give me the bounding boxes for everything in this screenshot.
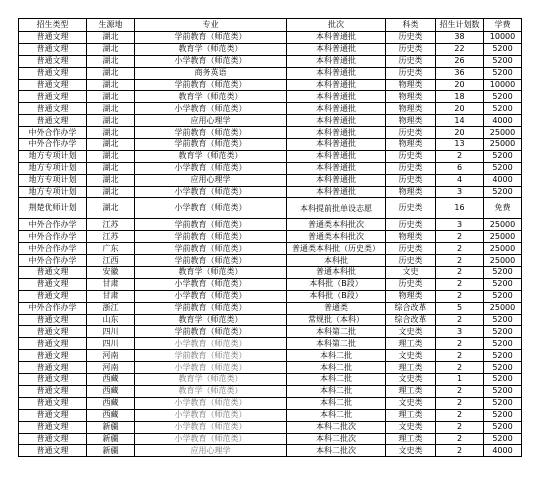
- cell-plan-count: 18: [436, 91, 484, 103]
- cell-tuition: 25000: [484, 255, 522, 267]
- cell-batch: 本科普通批: [287, 32, 386, 44]
- cell-batch: 本科二批: [287, 397, 386, 409]
- cell-batch: 常规批（本科）: [287, 314, 386, 326]
- cell-major: 教育学（师范类）: [135, 150, 287, 162]
- cell-plan-count: 2: [436, 350, 484, 362]
- cell-tuition: 5200: [484, 421, 522, 433]
- admissions-quota-table: [18, 18, 522, 457]
- cell-batch: 本科普通批: [287, 115, 386, 127]
- header-row: [19, 19, 522, 32]
- cell-batch: 本科二批: [287, 374, 386, 386]
- cell-origin: 浙江: [87, 302, 135, 314]
- cell-plan-count: 22: [436, 43, 484, 55]
- cell-subject: 物理类: [386, 139, 436, 151]
- cell-origin: 湖北: [87, 139, 135, 151]
- cell-admission-type: 普通文理: [19, 290, 87, 302]
- cell-batch: 本科普通批: [287, 162, 386, 174]
- cell-tuition: 5200: [484, 374, 522, 386]
- table-row: [19, 55, 522, 67]
- cell-batch: 普通类本科批次: [287, 219, 386, 231]
- cell-admission-type: 普通文理: [19, 314, 87, 326]
- table-row: [19, 79, 522, 91]
- cell-plan-count: 2: [436, 338, 484, 350]
- cell-subject: 历史类: [386, 255, 436, 267]
- cell-admission-type: 普通文理: [19, 338, 87, 350]
- cell-plan-count: 2: [436, 421, 484, 433]
- cell-admission-type: 普通文理: [19, 91, 87, 103]
- table-row: [19, 162, 522, 174]
- cell-plan-count: 2: [436, 267, 484, 279]
- cell-batch: 本科第二批: [287, 326, 386, 338]
- cell-major: 小学教育（师范类）: [135, 421, 287, 433]
- cell-major: 教育学（师范类）: [135, 385, 287, 397]
- cell-batch: 本科二批次: [287, 433, 386, 445]
- cell-tuition: 25000: [484, 219, 522, 231]
- table-row: [19, 374, 522, 386]
- cell-major: 学前教育（师范类）: [135, 302, 287, 314]
- cell-origin: 湖北: [87, 162, 135, 174]
- cell-tuition: 25000: [484, 302, 522, 314]
- cell-batch: 本科二批: [287, 385, 386, 397]
- table-row: [19, 174, 522, 186]
- cell-batch: 普通本科批: [287, 267, 386, 279]
- cell-plan-count: 4: [436, 174, 484, 186]
- cell-plan-count: 2: [436, 433, 484, 445]
- cell-origin: 新疆: [87, 421, 135, 433]
- cell-admission-type: 中外合作办学: [19, 231, 87, 243]
- cell-origin: 四川: [87, 326, 135, 338]
- cell-origin: 江苏: [87, 219, 135, 231]
- cell-origin: 新疆: [87, 433, 135, 445]
- cell-subject: 综合改革: [386, 314, 436, 326]
- cell-tuition: 5200: [484, 150, 522, 162]
- cell-batch: 本科普通批: [287, 55, 386, 67]
- cell-plan-count: 13: [436, 139, 484, 151]
- cell-admission-type: 普通文理: [19, 267, 87, 279]
- cell-batch: 本科二批次: [287, 445, 386, 457]
- cell-tuition: 5200: [484, 326, 522, 338]
- cell-major: 小学教育（师范类）: [135, 409, 287, 421]
- cell-major: 学前教育（师范类）: [135, 127, 287, 139]
- cell-admission-type: 中外合作办学: [19, 243, 87, 255]
- cell-tuition: 5200: [484, 67, 522, 79]
- cell-tuition: 5200: [484, 43, 522, 55]
- header-subject: 科类: [386, 19, 436, 32]
- cell-subject: 理工类: [386, 385, 436, 397]
- cell-batch: 本科二批: [287, 409, 386, 421]
- table-row: [19, 255, 522, 267]
- cell-plan-count: 6: [436, 162, 484, 174]
- table-row: [19, 150, 522, 162]
- cell-subject: 物理类: [386, 91, 436, 103]
- cell-subject: 文史类: [386, 350, 436, 362]
- cell-major: 学前教育（师范类）: [135, 255, 287, 267]
- cell-subject: 历史类: [386, 43, 436, 55]
- cell-origin: 湖北: [87, 79, 135, 91]
- cell-subject: 历史类: [386, 55, 436, 67]
- cell-tuition: 免费: [484, 198, 522, 219]
- cell-tuition: 5200: [484, 314, 522, 326]
- cell-plan-count: 20: [436, 103, 484, 115]
- cell-major: 小学教育（师范类）: [135, 55, 287, 67]
- cell-batch: 本科批（B段）: [287, 278, 386, 290]
- cell-plan-count: 2: [436, 278, 484, 290]
- cell-origin: 湖北: [87, 91, 135, 103]
- cell-subject: 文史类: [386, 421, 436, 433]
- cell-tuition: 5200: [484, 278, 522, 290]
- cell-origin: 湖北: [87, 43, 135, 55]
- cell-batch: 本科二批: [287, 350, 386, 362]
- table-row: [19, 433, 522, 445]
- cell-batch: 本科普通批: [287, 127, 386, 139]
- cell-batch: 本科普通批: [287, 139, 386, 151]
- cell-tuition: 10000: [484, 32, 522, 44]
- cell-major: 小学教育（师范类）: [135, 186, 287, 198]
- cell-tuition: 10000: [484, 79, 522, 91]
- table-row: [19, 43, 522, 55]
- table-row: [19, 314, 522, 326]
- cell-subject: 综合改革: [386, 302, 436, 314]
- cell-tuition: 5200: [484, 350, 522, 362]
- cell-tuition: 25000: [484, 139, 522, 151]
- cell-plan-count: 5: [436, 302, 484, 314]
- table-row: [19, 127, 522, 139]
- cell-batch: 本科提前批单设志愿: [287, 198, 386, 219]
- cell-origin: 江苏: [87, 231, 135, 243]
- table-row: [19, 198, 522, 219]
- cell-subject: 历史类: [386, 243, 436, 255]
- header-batch: 批次: [287, 19, 386, 32]
- cell-tuition: 5200: [484, 290, 522, 302]
- cell-admission-type: 中外合作办学: [19, 302, 87, 314]
- table-row: [19, 186, 522, 198]
- cell-major: 商务英语: [135, 67, 287, 79]
- cell-plan-count: 2: [436, 255, 484, 267]
- cell-origin: 湖北: [87, 55, 135, 67]
- cell-major: 小学教育（师范类）: [135, 198, 287, 219]
- header-plan-count: 招生计划数: [436, 19, 484, 32]
- table-row: [19, 115, 522, 127]
- cell-admission-type: 普通文理: [19, 385, 87, 397]
- cell-batch: 普通类: [287, 302, 386, 314]
- cell-plan-count: 2: [436, 243, 484, 255]
- cell-tuition: 25000: [484, 127, 522, 139]
- table-row: [19, 445, 522, 457]
- cell-origin: 安徽: [87, 267, 135, 279]
- table-row: [19, 91, 522, 103]
- cell-origin: 甘肃: [87, 278, 135, 290]
- table-row: [19, 326, 522, 338]
- cell-admission-type: 普通文理: [19, 350, 87, 362]
- cell-major: 学前教育（师范类）: [135, 219, 287, 231]
- cell-plan-count: 3: [436, 219, 484, 231]
- cell-batch: 本科二批次: [287, 421, 386, 433]
- cell-batch: 本科普通批: [287, 91, 386, 103]
- cell-admission-type: 普通文理: [19, 445, 87, 457]
- cell-tuition: 5200: [484, 397, 522, 409]
- cell-origin: 湖北: [87, 186, 135, 198]
- cell-major: 教育学（师范类）: [135, 91, 287, 103]
- table-row: [19, 421, 522, 433]
- cell-subject: 历史类: [386, 127, 436, 139]
- cell-major: 小学教育（师范类）: [135, 433, 287, 445]
- cell-subject: 物理类: [386, 79, 436, 91]
- cell-subject: 文史类: [386, 326, 436, 338]
- header-major: 专业: [135, 19, 287, 32]
- cell-tuition: 5200: [484, 103, 522, 115]
- cell-subject: 物理类: [386, 231, 436, 243]
- cell-batch: 本科普通批: [287, 186, 386, 198]
- cell-origin: 山东: [87, 314, 135, 326]
- cell-admission-type: 中外合作办学: [19, 255, 87, 267]
- cell-tuition: 4000: [484, 174, 522, 186]
- cell-origin: 湖北: [87, 150, 135, 162]
- cell-origin: 湖北: [87, 198, 135, 219]
- cell-admission-type: 普通文理: [19, 115, 87, 127]
- cell-major: 学前教育（师范类）: [135, 79, 287, 91]
- table-row: [19, 350, 522, 362]
- cell-origin: 湖北: [87, 115, 135, 127]
- cell-origin: 湖北: [87, 103, 135, 115]
- cell-subject: 理工类: [386, 433, 436, 445]
- cell-batch: 本科批（B段）: [287, 290, 386, 302]
- cell-subject: 历史类: [386, 174, 436, 186]
- cell-major: 教育学（师范类）: [135, 314, 287, 326]
- cell-tuition: 5200: [484, 409, 522, 421]
- cell-origin: 河南: [87, 350, 135, 362]
- cell-subject: 理工类: [386, 338, 436, 350]
- cell-major: 学前教育（师范类）: [135, 243, 287, 255]
- cell-tuition: 5200: [484, 433, 522, 445]
- table-header: [19, 19, 522, 32]
- table-row: [19, 302, 522, 314]
- cell-origin: 广东: [87, 243, 135, 255]
- table-row: [19, 362, 522, 374]
- header-admission-type: 招生类型: [19, 19, 87, 32]
- cell-origin: 甘肃: [87, 290, 135, 302]
- cell-major: 小学教育（师范类）: [135, 290, 287, 302]
- cell-batch: 普通类本科批次: [287, 231, 386, 243]
- cell-admission-type: 普通文理: [19, 67, 87, 79]
- cell-tuition: 4000: [484, 445, 522, 457]
- table-body: [19, 32, 522, 457]
- cell-admission-type: 荆楚优师计划: [19, 198, 87, 219]
- cell-subject: 理工类: [386, 409, 436, 421]
- table-row: [19, 290, 522, 302]
- table-row: [19, 267, 522, 279]
- cell-plan-count: 2: [436, 231, 484, 243]
- cell-origin: 西藏: [87, 409, 135, 421]
- cell-subject: 历史类: [386, 67, 436, 79]
- cell-major: 学前教育（师范类）: [135, 139, 287, 151]
- cell-origin: 西藏: [87, 385, 135, 397]
- cell-major: 小学教育（师范类）: [135, 162, 287, 174]
- cell-origin: 新疆: [87, 445, 135, 457]
- cell-major: 小学教育（师范类）: [135, 397, 287, 409]
- cell-subject: 文史: [386, 267, 436, 279]
- cell-subject: 物理类: [386, 186, 436, 198]
- cell-plan-count: 2: [436, 314, 484, 326]
- table-row: [19, 219, 522, 231]
- cell-tuition: 5200: [484, 55, 522, 67]
- cell-tuition: 5200: [484, 385, 522, 397]
- cell-plan-count: 20: [436, 127, 484, 139]
- cell-subject: 历史类: [386, 162, 436, 174]
- cell-tuition: 5200: [484, 91, 522, 103]
- cell-subject: 历史类: [386, 150, 436, 162]
- cell-admission-type: 普通文理: [19, 374, 87, 386]
- cell-plan-count: 2: [436, 409, 484, 421]
- cell-admission-type: 普通文理: [19, 79, 87, 91]
- cell-origin: 湖北: [87, 32, 135, 44]
- table-row: [19, 338, 522, 350]
- cell-plan-count: 38: [436, 32, 484, 44]
- cell-admission-type: 普通文理: [19, 32, 87, 44]
- cell-admission-type: 普通文理: [19, 55, 87, 67]
- cell-admission-type: 普通文理: [19, 326, 87, 338]
- cell-plan-count: 2: [436, 290, 484, 302]
- cell-plan-count: 2: [436, 362, 484, 374]
- cell-batch: 本科普通批: [287, 103, 386, 115]
- cell-major: 学前教育（师范类）: [135, 326, 287, 338]
- table-row: [19, 243, 522, 255]
- cell-batch: 本科普通批: [287, 43, 386, 55]
- cell-major: 小学教育（师范类）: [135, 103, 287, 115]
- cell-major: 学前教育（师范类）: [135, 350, 287, 362]
- cell-major: 小学教育（师范类）: [135, 362, 287, 374]
- cell-tuition: 5200: [484, 162, 522, 174]
- cell-admission-type: 普通文理: [19, 103, 87, 115]
- cell-major: 小学教育（师范类）: [135, 278, 287, 290]
- cell-admission-type: 地方专项计划: [19, 174, 87, 186]
- cell-major: 教育学（师范类）: [135, 43, 287, 55]
- cell-origin: 四川: [87, 338, 135, 350]
- cell-batch: 本科普通批: [287, 150, 386, 162]
- cell-major: 教育学（师范类）: [135, 374, 287, 386]
- cell-tuition: 5200: [484, 338, 522, 350]
- cell-admission-type: 普通文理: [19, 43, 87, 55]
- cell-tuition: 4000: [484, 115, 522, 127]
- table-row: [19, 32, 522, 44]
- cell-tuition: 5200: [484, 186, 522, 198]
- cell-admission-type: 中外合作办学: [19, 139, 87, 151]
- cell-subject: 历史类: [386, 32, 436, 44]
- cell-batch: 本科批: [287, 255, 386, 267]
- cell-admission-type: 地方专项计划: [19, 150, 87, 162]
- cell-subject: 文史类: [386, 397, 436, 409]
- cell-major: 应用心理学: [135, 445, 287, 457]
- cell-batch: 本科第二批: [287, 338, 386, 350]
- table-row: [19, 139, 522, 151]
- cell-subject: 物理类: [386, 290, 436, 302]
- cell-plan-count: 2: [436, 150, 484, 162]
- cell-admission-type: 普通文理: [19, 433, 87, 445]
- cell-admission-type: 普通文理: [19, 362, 87, 374]
- header-origin: 生源地: [87, 19, 135, 32]
- cell-major: 教育学（师范类）: [135, 267, 287, 279]
- cell-tuition: 5200: [484, 267, 522, 279]
- cell-admission-type: 中外合作办学: [19, 219, 87, 231]
- cell-tuition: 25000: [484, 243, 522, 255]
- cell-batch: 本科普通批: [287, 79, 386, 91]
- cell-origin: 河南: [87, 362, 135, 374]
- cell-origin: 江西: [87, 255, 135, 267]
- cell-admission-type: 普通文理: [19, 278, 87, 290]
- cell-batch: 本科二批: [287, 362, 386, 374]
- cell-plan-count: 16: [436, 198, 484, 219]
- cell-plan-count: 2: [436, 397, 484, 409]
- cell-plan-count: 20: [436, 79, 484, 91]
- cell-admission-type: 中外合作办学: [19, 127, 87, 139]
- cell-batch: 本科普通批: [287, 174, 386, 186]
- table-row: [19, 278, 522, 290]
- cell-tuition: 5200: [484, 362, 522, 374]
- header-tuition: 学费: [484, 19, 522, 32]
- table-row: [19, 397, 522, 409]
- cell-admission-type: 地方专项计划: [19, 186, 87, 198]
- table-row: [19, 409, 522, 421]
- cell-origin: 湖北: [87, 127, 135, 139]
- table-row: [19, 385, 522, 397]
- cell-plan-count: 2: [436, 385, 484, 397]
- cell-major: 学前教育（师范类）: [135, 231, 287, 243]
- cell-plan-count: 3: [436, 186, 484, 198]
- cell-subject: 文史类: [386, 374, 436, 386]
- cell-plan-count: 2: [436, 445, 484, 457]
- cell-origin: 湖北: [87, 174, 135, 186]
- cell-major: 应用心理学: [135, 174, 287, 186]
- cell-tuition: 25000: [484, 231, 522, 243]
- cell-plan-count: 26: [436, 55, 484, 67]
- cell-plan-count: 14: [436, 115, 484, 127]
- cell-major: 小学教育（师范类）: [135, 338, 287, 350]
- cell-admission-type: 普通文理: [19, 397, 87, 409]
- table-row: [19, 103, 522, 115]
- cell-origin: 西藏: [87, 397, 135, 409]
- cell-subject: 文史类: [386, 445, 436, 457]
- cell-subject: 物理类: [386, 103, 436, 115]
- cell-batch: 本科普通批: [287, 67, 386, 79]
- cell-admission-type: 普通文理: [19, 421, 87, 433]
- cell-plan-count: 36: [436, 67, 484, 79]
- cell-batch: 普通类本科批（历史类）: [287, 243, 386, 255]
- table-row: [19, 67, 522, 79]
- cell-subject: 历史类: [386, 198, 436, 219]
- cell-major: 应用心理学: [135, 115, 287, 127]
- cell-admission-type: 普通文理: [19, 409, 87, 421]
- cell-subject: 理工类: [386, 362, 436, 374]
- cell-plan-count: 3: [436, 326, 484, 338]
- cell-subject: 历史类: [386, 278, 436, 290]
- cell-plan-count: 1: [436, 374, 484, 386]
- cell-major: 学前教育（师范类）: [135, 32, 287, 44]
- cell-origin: 西藏: [87, 374, 135, 386]
- cell-origin: 湖北: [87, 67, 135, 79]
- table-row: [19, 231, 522, 243]
- cell-subject: 物理类: [386, 115, 436, 127]
- cell-subject: 历史类: [386, 219, 436, 231]
- cell-admission-type: 地方专项计划: [19, 162, 87, 174]
